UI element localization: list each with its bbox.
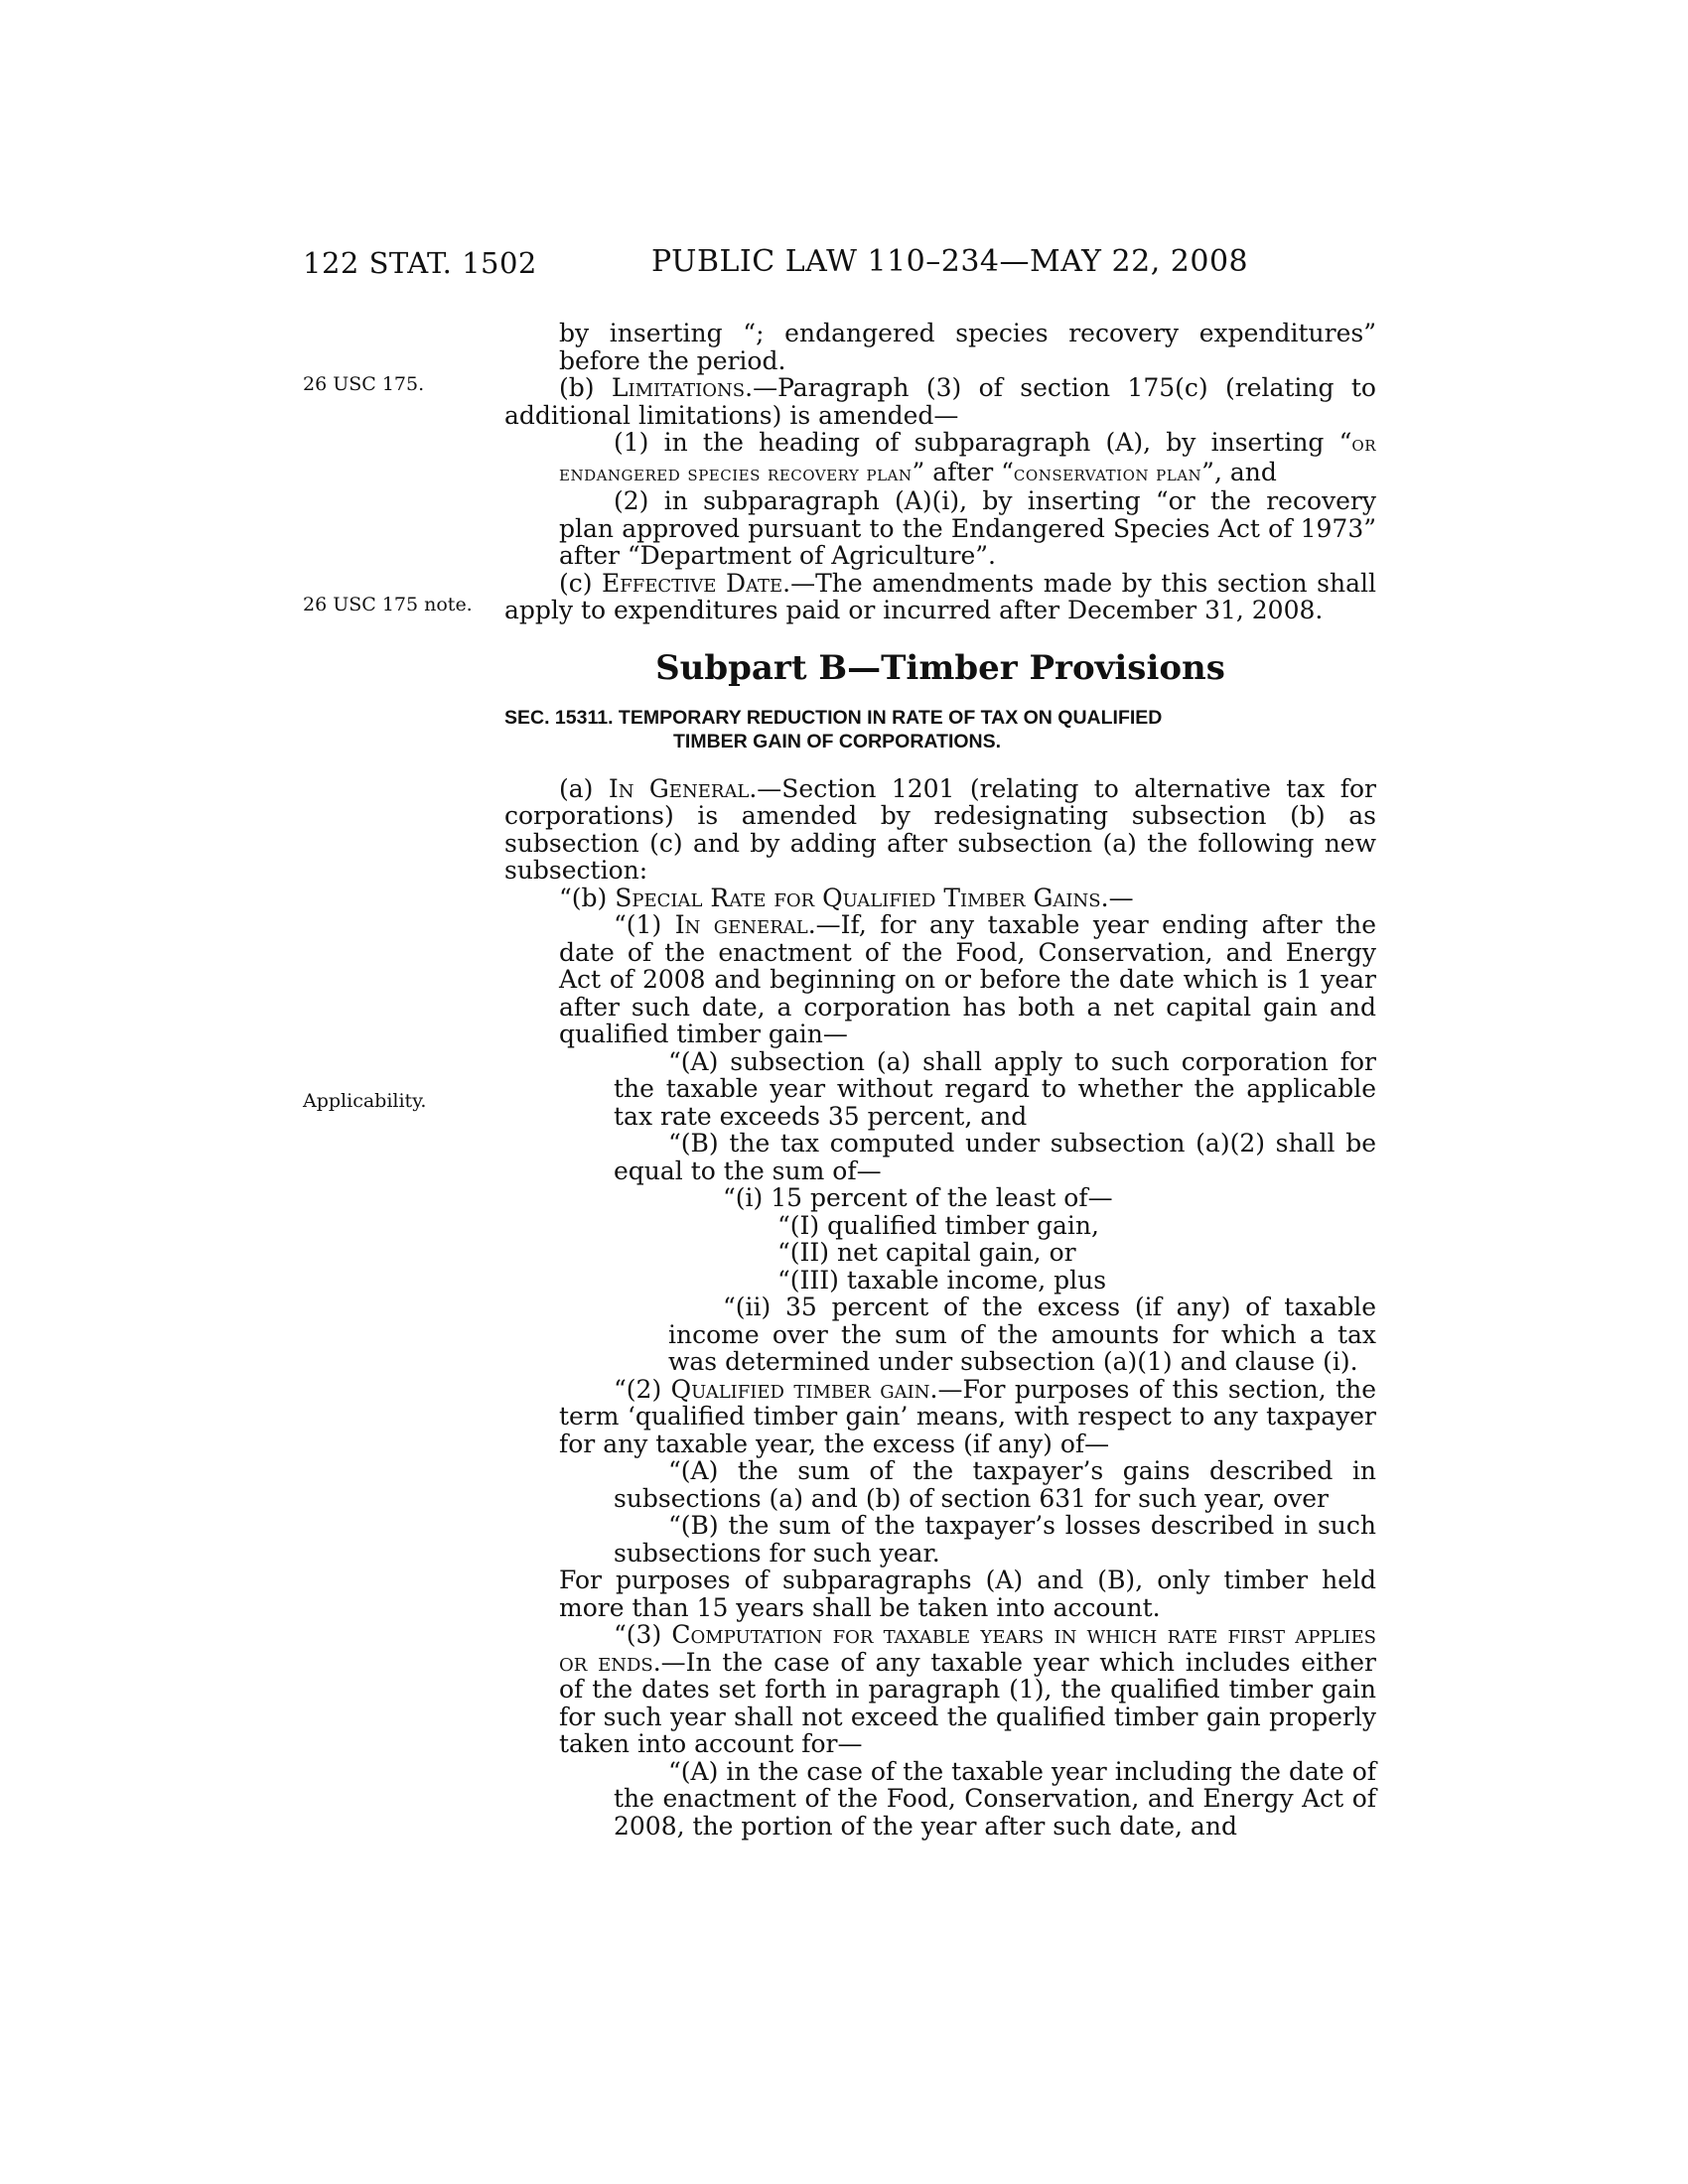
paragraph-text: —In the case of any taxable year which includes either of the dates set forth in paragraph (1), the qualified timber gain for such year shall not exceed the qualified timber gain properly taken into account for— — [559, 1647, 1376, 1758]
clause-i: “(i) 15 percent of the least of— — [723, 1183, 1113, 1212]
subparagraph-3A: “(A) in the case of the taxable year including the date of the enactment of the Food, Conservation, and Energy Act of 2008, the portion of the year after such date, and — [614, 1756, 1376, 1841]
paragraph-label: “(b) — [559, 883, 616, 912]
section-heading-line-2: TIMBER GAIN OF CORPORATIONS. — [673, 730, 1002, 752]
subparagraph-2B: “(B) the sum of the taxpayer’s losses described in such subsections for such year. — [614, 1511, 1376, 1568]
subclause-III: “(III) taxable income, plus — [777, 1265, 1107, 1295]
paragraph-1-in-general — [504, 911, 1376, 1048]
subparagraph-2A: “(A) the sum of the taxpayer’s gains described in subsections (a) and (b) of section 631 for such year, over — [614, 1456, 1376, 1513]
paragraph-b1 — [504, 429, 1376, 487]
subparagraph-1B: “(B) the tax computed under subsection (a)(2) shall be equal to the sum of— — [614, 1129, 1376, 1185]
paragraph-heading: Limitations. — [611, 373, 754, 402]
paragraph-2-flush-text: For purposes of subparagraphs (A) and (B), only timber held more than 15 years shall be taken into account. — [559, 1566, 1376, 1622]
margin-note-usc-175: 26 USC 175. — [303, 373, 425, 395]
subsection-b — [504, 885, 1376, 912]
paragraph-heading: Computation for taxable years in which rate first applies or ends. — [559, 1620, 1376, 1677]
margin-note-usc-175-note: 26 USC 175 note. — [303, 594, 473, 615]
paragraph-heading: Special Rate for Qualified Timber Gains. — [615, 883, 1109, 912]
paragraph-label: “(1) — [614, 910, 675, 939]
paragraph-3-computation — [504, 1621, 1376, 1758]
paragraph-label: (c) — [559, 568, 603, 598]
statute-page-number: 122 STAT. 1502 — [303, 246, 537, 280]
paragraph-continuation: by inserting “; endangered species recovery expenditures” before the period. — [559, 319, 1376, 375]
running-header-title: PUBLIC LAW 110–234—MAY 22, 2008 — [651, 244, 1249, 279]
paragraph-label: (a) — [559, 773, 609, 803]
paragraph-heading: In General. — [608, 773, 758, 803]
clause-ii: “(ii) 35 percent of the excess (if any) of taxable income over the sum of the amounts for which a tax was determined under subsection (a)(1) and clause (i). — [668, 1293, 1376, 1376]
paragraph-text: — — [1108, 883, 1134, 912]
small-caps-text: conservation plan — [1013, 461, 1202, 485]
subpart-heading: Subpart B—Timber Provisions — [655, 647, 1225, 688]
paragraph-text: —For purposes of this section, the term ‘qualified timber gain’ means, with respect to any taxpayer for any taxable year, the excess (if any) of— — [559, 1374, 1377, 1458]
paragraph-text: —The amendments made by this section shall apply to expenditures paid or incurred after December 31, 2008. — [504, 568, 1376, 624]
paragraph-b2: (2) in subparagraph (A)(i), by inserting “or the recovery plan approved pursuant to the Endangered Species Act of 1973” after “Department of Agriculture”. — [559, 486, 1376, 570]
paragraph-label: “(3) — [614, 1620, 672, 1649]
paragraph-text: —If, for any taxable year ending after the date of the enactment of the Food, Conservation, and Energy Act of 2008 and beginning on or before the date which is 1 year after such date, a corporation has both a net capital gain and qualified timber gain— — [559, 910, 1376, 1048]
paragraph-label: (b) — [559, 373, 612, 402]
paragraph-a-in-general — [504, 775, 1376, 885]
subclause-I: “(I) qualified timber gain, — [777, 1210, 1099, 1240]
paragraph-text: —Section 1201 (relating to alternative tax for corporations) is amended by redesignating subsection (b) as subsection (c) and by adding after subsection (a) the following new subsection: — [504, 773, 1377, 885]
paragraph-text: (1) in the heading of subparagraph (A), by inserting “ — [614, 428, 1352, 457]
body-text — [504, 320, 1376, 1840]
paragraph-text: ” after “ — [912, 457, 1014, 486]
paragraph-heading: In general. — [674, 910, 816, 939]
paragraph-text: —Paragraph (3) of section 175(c) (relating to additional limitations) is amended— — [504, 373, 1376, 430]
section-heading — [504, 706, 1376, 753]
paragraph-c-effective-date — [504, 570, 1376, 624]
section-heading-line-1: SEC. 15311. TEMPORARY REDUCTION IN RATE OF TAX ON QUALIFIED — [504, 706, 1163, 729]
margin-note-applicability: Applicability. — [303, 1090, 427, 1112]
subclause-II: “(II) net capital gain, or — [777, 1238, 1076, 1267]
paragraph-heading: Effective Date. — [602, 568, 791, 598]
paragraph-text: ”, and — [1201, 457, 1277, 486]
paragraph-2-qualified-timber-gain — [504, 1376, 1376, 1458]
small-caps-text: or endangered species recovery plan — [559, 432, 1376, 485]
subparagraph-1A: “(A) subsection (a) shall apply to such corporation for the taxable year without regard to whether the applicable tax rate exceeds 35 percent, and — [614, 1046, 1376, 1131]
paragraph-heading: Qualified timber gain. — [670, 1374, 938, 1404]
paragraph-b-limitations — [504, 374, 1376, 429]
paragraph-label: “(2) — [614, 1374, 671, 1404]
